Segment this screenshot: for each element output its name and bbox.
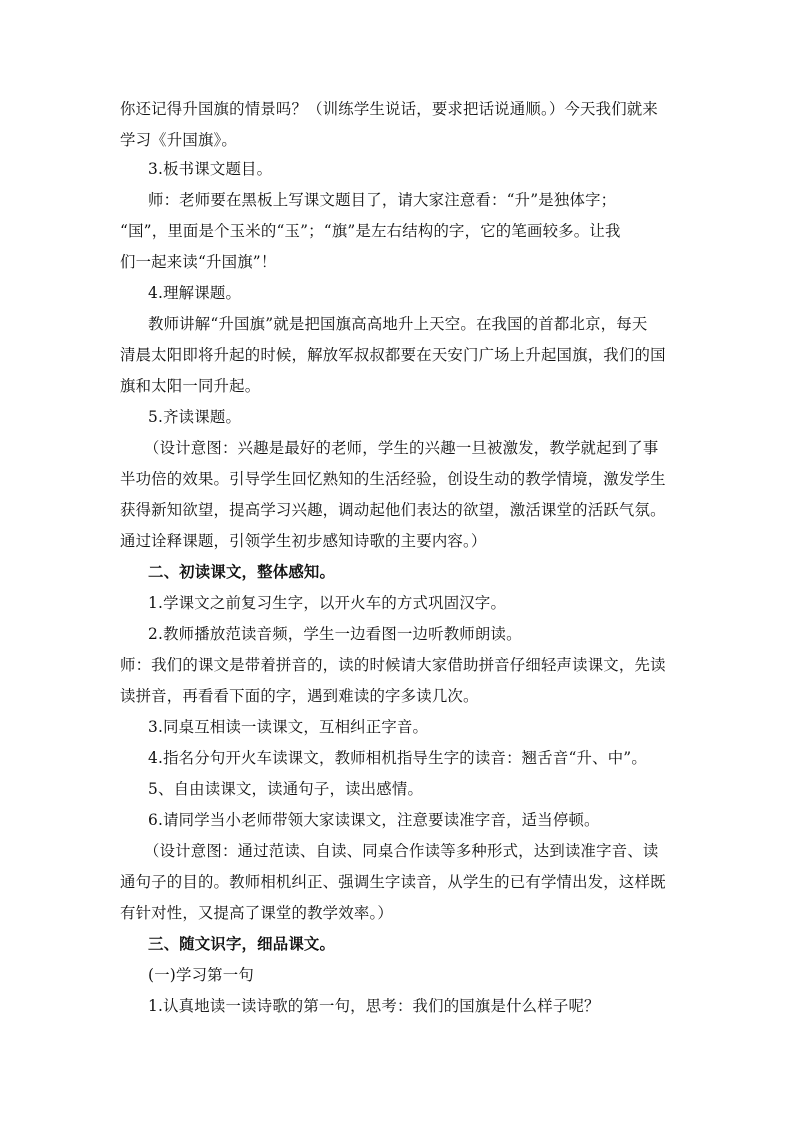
step-item: 1.学课文之前复习生字，以开火车的方式巩固汉字。: [148, 594, 507, 612]
design-note-line: （设计意图：兴趣是最好的老师，学生的兴趣一旦被激发，教学就起到了事: [144, 439, 659, 457]
section-heading: 二、初读课文，整体感知。: [148, 563, 336, 581]
section-heading: 三、随文识字，细品课文。: [148, 935, 336, 953]
step-heading: 4.理解课题。: [148, 284, 242, 302]
design-note-line: 半功倍的效果。引导学生回忆熟知的生活经验，创设生动的教学情境，激发学生: [120, 470, 666, 488]
paragraph-line: 师：老师要在黑板上写课文题目了，请大家注意看：“升”是独体字；: [148, 191, 617, 209]
paragraph-line: 们一起来读“升国旗”！: [120, 253, 277, 271]
step-item: 4.指名分句开火车读课文，教师相机指导生字的读音：翘舌音“升、中”。: [148, 749, 647, 767]
step-item: 6.请同学当小老师带领大家读课文，注意要读准字音，适当停顿。: [148, 811, 600, 829]
design-note-line: 通句子的目的。教师相机纠正、强调生字读音，从学生的已有学情出发，这样既: [120, 873, 666, 891]
paragraph-line: “国”，里面是个玉米的“玉”；“旗”是左右结构的字，它的笔画较多。让我: [120, 222, 621, 240]
design-note-line: （设计意图：通过范读、自读、同桌合作读等多种形式，达到读准字音、读: [144, 842, 659, 860]
step-item: 3.同桌互相读一读课文，互相纠正字音。: [148, 718, 429, 736]
step-item: 1.认真地读一读诗歌的第一句，思考：我们的国旗是什么样子呢？: [148, 997, 600, 1015]
paragraph-line: 教师讲解“升国旗”就是把国旗高高地升上天空。在我国的首都北京，每天: [148, 315, 648, 333]
paragraph-line: 师：我们的课文是带着拼音的，读的时候请大家借助拼音仔细轻声读课文，先读: [120, 656, 666, 674]
step-heading: 3.板书课文题目。: [148, 160, 273, 178]
design-note-line: 通过诠释课题，引领学生初步感知诗歌的主要内容。）: [120, 532, 487, 550]
design-note-line: 有针对性，又提高了课堂的教学效率。）: [120, 904, 393, 922]
step-item: 2.教师播放范读音频，学生一边看图一边听教师朗读。: [148, 625, 522, 643]
design-note-line: 获得新知欲望，提高学习兴趣，调动起他们表达的欲望，激活课堂的活跃气氛。: [120, 501, 666, 519]
paragraph-line: 读拼音，再看看下面的字，遇到难读的字多读几次。: [120, 687, 479, 705]
subsection-heading: (一)学习第一句: [148, 966, 254, 984]
paragraph-line: 你还记得升国旗的情景吗？（训练学生说话，要求把话说通顺。）今天我们就来: [120, 100, 658, 118]
step-item: 5、自由读课文，读通句子，读出感情。: [148, 780, 424, 798]
paragraph-line: 旗和太阳一同升起。: [120, 377, 261, 395]
step-heading: 5.齐读课题。: [148, 408, 242, 426]
paragraph-line: 学习《升国旗》。: [120, 131, 238, 149]
paragraph-line: 清晨太阳即将升起的时候，解放军叔叔都要在天安门广场上升起国旗，我们的国: [120, 346, 666, 364]
